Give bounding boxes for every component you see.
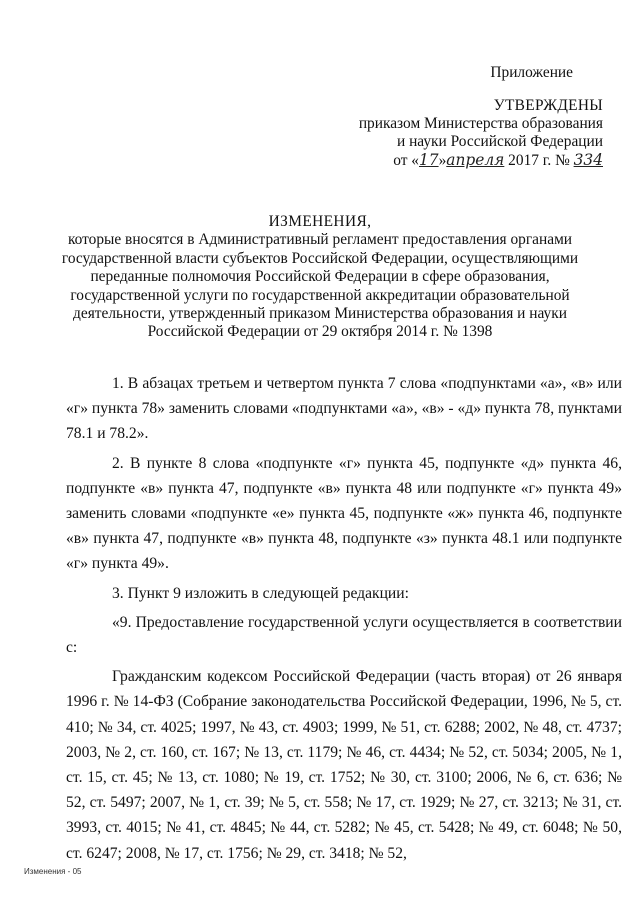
- document-body: [66, 371, 622, 870]
- paragraph-1: 1. В абзацах третьем и четвертом пункта 7 слова «подпунктами «а», «в» или «г» пункта 78» заменить словами «подпунктами «а», «в» - «д» пункта 78, пунктами 78.1 и 78.2».: [66, 375, 623, 443]
- footer-label: Изменения - 05: [24, 867, 82, 876]
- title-heading: ИЗМЕНЕНИЯ,: [268, 213, 372, 230]
- paragraph-5: Гражданским кодексом Российской Федерации (часть вторая) от 26 января 1996 г. № 14-ФЗ (Собрание законодательства Российской Федерации, 1996, № 5, ст. 410; № 34, ст. 4025; 1997, № 43, ст. 4903; 1999, № 51, ст. 6288; 2002, № 48, ст. 4737; 2003, № 2, ст. 160, ст. 167; № 13, ст. 1179; № 46, ст. 4434; № 52, ст. 5034; 2005, № 1, ст. 15, ст. 45; № 13, ст. 1080; № 19, ст. 1752; № 30, ст. 3100; 2006, № 6, ст. 636; № 52, ст. 5497; 2007, № 1, ст. 39; № 5, ст. 558; № 17, ст. 1929; № 27, ст. 3213; № 31, ст. 3993, ст. 4015; № 41, ст. 4845; № 44, ст. 5282; № 45, ст. 5428; № 49, ст. 6048; № 50, ст. 6247; 2008, № 17, ст. 1756; № 29, ст. 3418; № 52,: [66, 668, 622, 862]
- appendix-label: Приложение: [490, 64, 573, 81]
- paragraph-4: «9. Предоставление государственной услуги осуществляется в соответствии с:: [66, 613, 622, 657]
- handwritten-day: 17: [418, 151, 439, 169]
- date-suffix: 2017 г. №: [504, 152, 574, 169]
- approval-stamp: УТВЕРЖДЕНЫ: [493, 97, 603, 114]
- title-subtitle-line: переданные полномочия Российской Федерации в сфере образования,: [90, 268, 550, 286]
- approval-line-ministry: приказом Министерства образования: [358, 115, 603, 132]
- paragraph-2: 2. В пункте 8 слова «подпункте «г» пункта 45, подпункте «д» пункта 46, подпункте «в» пункта 47, подпункте «в» пункта 48 или подпункте «г» пункта 49» заменить словами «подпункте «е» пункта 45, подпункте «ж» пункта 46, подпункте «в» пункта 47, подпункте «в» пункта 48, подпункте «з» пункта 48.1 или подпункте «г» пункта 49».: [66, 454, 622, 573]
- document-title: [60, 213, 580, 342]
- date-mid: »: [438, 152, 447, 169]
- title-subtitle-line: которые вносятся в Административный регламент предоставления органами: [67, 231, 573, 249]
- date-prefix: от «: [393, 152, 419, 169]
- paragraph-3: 3. Пункт 9 изложить в следующей редакции:: [112, 584, 409, 602]
- handwritten-month: апреля: [446, 151, 505, 169]
- title-subtitle-line: государственной власти субъектов Российской Федерации, осуществляющими: [61, 249, 579, 267]
- title-subtitle-line: Российской Федерации от 29 октября 2014 г. № 1398: [147, 323, 493, 341]
- title-subtitle-line: деятельности, утвержденный приказом Министерства образования и науки: [73, 305, 567, 323]
- handwritten-order-number: 334: [573, 151, 603, 169]
- approval-line-ministry-2: и науки Российской Федерации: [396, 133, 603, 150]
- approval-date-line: [393, 151, 603, 170]
- title-subtitle-line: государственной услуги по государственной аккредитации образовательной: [70, 286, 570, 304]
